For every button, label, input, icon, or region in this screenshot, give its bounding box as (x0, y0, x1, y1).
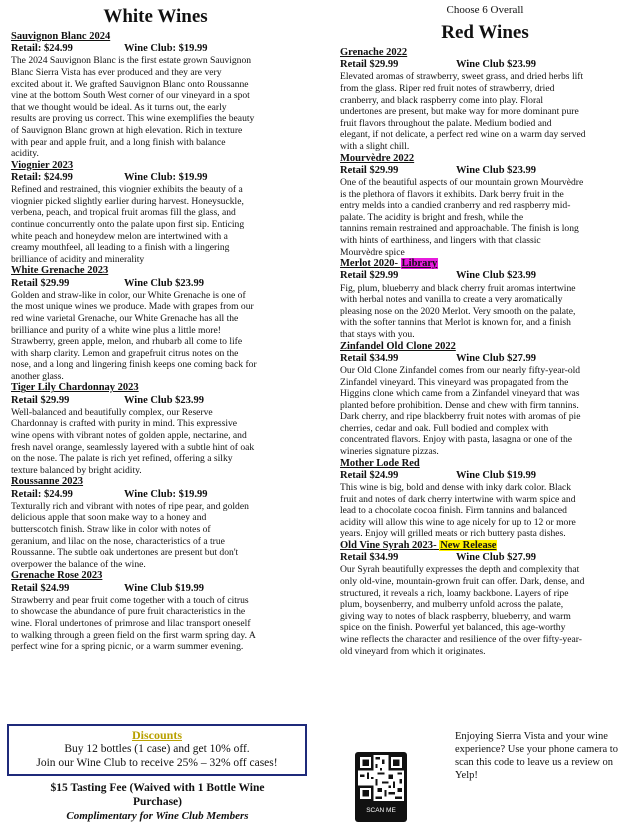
discounts-title: Discounts (131, 728, 182, 742)
retail-price: Retail: $24.99 (11, 43, 73, 55)
wine-prices (11, 583, 300, 595)
wine-entry (340, 258, 630, 340)
wine-club-price: Wine Club $19.99 (124, 582, 205, 594)
wine-club-price: Wine Club $23.99 (456, 270, 537, 282)
wine-prices (340, 353, 630, 365)
wine-entry (340, 153, 630, 259)
retail-price: Retail $29.99 (11, 277, 70, 289)
wine-name (11, 382, 300, 394)
wine-club-price: Wine Club $23.99 (124, 394, 205, 406)
wine-name-text: Tiger Lily Chardonnay 2023 (11, 382, 139, 394)
wine-name (340, 458, 630, 470)
white-wines-title: White Wines (103, 6, 208, 27)
description-line: wineries signature pizzas. (340, 446, 439, 458)
wine-club-price: Wine Club $23.99 (124, 277, 205, 289)
wine-prices (11, 172, 300, 184)
description-line: with a slight chill. (340, 140, 410, 152)
description-line: Fig, plum, blueberry and black cherry fruit aromas intertwine (340, 282, 576, 294)
wine-description (340, 283, 630, 341)
description-line: concentrated flavors. Enjoy with pasta, lasagna or one of the (340, 434, 573, 446)
description-line: that we thought would be ideal. As it turns out, the early (11, 101, 227, 113)
wine-name (340, 47, 630, 59)
choose-count-note: Choose 6 Overall (446, 4, 524, 16)
retail-price: Retail $29.99 (11, 394, 70, 406)
description-line: fruit and notes of dark cherry intertwine with warm spice and (340, 493, 576, 505)
wine-entry (11, 265, 300, 382)
wine-prices (340, 552, 630, 564)
description-line: This wine is big, bold and dense with inky dark color. Black (340, 482, 572, 494)
description-line: on the nose. The palate is rich yet refined, offering a silky (11, 453, 233, 465)
description-line: wine reflects the character and resilience of the over fifty-year- (340, 634, 582, 645)
wine-name-text: Old Vine Syrah 2023 (340, 540, 434, 552)
description-line: wine opens with vibrant notes of golden apple, nectarine, and (11, 430, 247, 442)
white-wine-list (11, 31, 300, 653)
wine-description (11, 184, 300, 265)
description-line: giving way to notes of black raspberry, blueberry, and warm (340, 610, 571, 622)
description-line: acidity. (11, 148, 39, 160)
description-line: One of the beautiful aspects of our mountain grown Mourvèdre (340, 176, 584, 188)
wine-prices (11, 43, 300, 55)
wine-prices (11, 489, 300, 501)
wine-name (11, 31, 300, 43)
description-line: Our Syrah beautifully expresses the depth and complexity that (340, 564, 580, 576)
description-line: Refined and restrained, this viognier exhibits the beauty of a (11, 184, 243, 196)
retail-price: Retail: $24.99 (11, 171, 73, 183)
retail-price: Retail: $24.99 (11, 488, 73, 500)
description-line: pleasing nose on the 2020 Merlot. Very smooth on the palate, (340, 305, 576, 317)
tasting-fee (11, 781, 304, 809)
description-line: planted before prohibition. Dense and chew with firm tannins. (340, 399, 579, 411)
retail-price: Retail $29.99 (340, 164, 399, 176)
description-line: Strawberry, green apple, melon, and rhubarb all come to life (11, 336, 243, 348)
description-line: the most unique wines we produce. Made with grapes from our (11, 301, 254, 313)
wine-name-text: Grenache 2022 (340, 47, 408, 58)
wine-description (11, 407, 300, 477)
wine-prices (11, 395, 300, 407)
description-line: with pear and apple fruit, and a long finish with balance (11, 136, 226, 148)
description-line: only old-vine, mountain-grown fruit can offer. Dark, dense, and (340, 576, 585, 588)
wine-entry (340, 458, 630, 540)
description-line: Well-balanced and beautifully complex, our Reserve (11, 406, 213, 418)
description-line: continue concurrently onto the palate upon first sip. Enticing (11, 218, 245, 230)
wine-name: Old Vine Syrah 2023- New Release (340, 540, 497, 552)
discounts-box (7, 724, 307, 776)
wine-name (11, 476, 300, 488)
wine-club-price: Wine Club: $19.99 (124, 171, 208, 183)
description-line: to walking through a green field on the first warm spring day. A (11, 629, 256, 641)
description-line: Chardonnay is crafted with purity in mind. This expressive (11, 418, 238, 430)
wine-description (340, 564, 630, 657)
wine-name-text: Sauvignon Blanc 2024 (11, 31, 111, 42)
description-line: Dark cherry, and ripe blackberry fruit notes with aromas of pie (340, 411, 581, 423)
description-line: cherries, cedar and oak. Full bodied and complex with (340, 422, 549, 434)
description-line: Mourvèdre spice (340, 246, 405, 258)
wine-description (11, 501, 300, 571)
retail-price: Retail $34.99 (340, 352, 399, 364)
description-line: to showcase the abundance of pure fruit characteristics in the (11, 606, 246, 618)
description-line: tannins remain restrained and approachable. The finish is long (340, 223, 579, 235)
retail-price: Retail $29.99 (340, 59, 399, 71)
description-line: perfect wine for a spring picnic, or a warm summer evening. (11, 641, 244, 653)
description-line: Texturally rich and vibrant with notes of ripe pear, and golden (11, 500, 249, 512)
wine-prices (11, 278, 300, 290)
wine-name-text: Mourvèdre 2022 (340, 152, 415, 164)
wine-name (340, 341, 630, 353)
description-line: elegant, if not delicate, a perfect red wine on a warm day served (340, 129, 586, 141)
description-line: geranium, and lilac on the nose, characteristics of a true (11, 535, 225, 547)
wine-description (340, 177, 630, 258)
wine-name (11, 570, 300, 582)
description-line: structured, it reveals a rich, loamy backbone. Layers of ripe (340, 587, 569, 599)
retail-price: Retail $34.99 (340, 552, 399, 564)
wine-prices (340, 270, 630, 282)
description-line: verbena, peach, and tropical fruit aromas fill the glass, and (11, 207, 236, 219)
description-line: vine at the bottom South West corner of our vineyard in a spot (11, 90, 250, 102)
wine-entry (11, 160, 300, 266)
wine-name-text: Zinfandel Old Clone 2022 (340, 340, 456, 352)
wine-name-text: Mother Lode Red (340, 457, 420, 469)
discount-club-line: Join our Wine Club to receive 25% – 32% off cases! (36, 757, 278, 769)
wine-prices (340, 165, 630, 177)
description-line: plum, boysenberry, and mulberry unfold across the palate, (340, 599, 564, 611)
tasting-fee-line2: Purchase) (133, 796, 182, 808)
description-line: spice on the finish. Powerful yet balanced, this age-worthy (340, 622, 566, 634)
red-wines-title: Red Wines (441, 22, 529, 43)
description-line: of Sauvignon Blanc grown at high elevation. Rich in texture (11, 124, 243, 136)
tasting-fee-line1: $15 Tasting Fee (Waived with 1 Bottle Wine (50, 782, 265, 794)
wine-description (340, 71, 630, 152)
wine-tag-badge: New Release (440, 540, 497, 552)
description-line: Golden and straw-like in color, our White Grenache is one of (11, 289, 246, 301)
description-line: nose, and a long and lingering finish keeps one coming back for (11, 359, 257, 371)
wine-description (11, 290, 300, 383)
wine-tag-badge: Library (401, 258, 438, 270)
wine-name: Merlot 2020- Library (340, 258, 438, 270)
description-line: that stays with you. (340, 328, 415, 340)
description-line: butterscotch finish. Straw like in color with notes of (11, 524, 211, 536)
description-line: Our Old Clone Zinfandel comes from our nearly fifty-year-old (340, 364, 581, 376)
wine-name-text: Viognier 2023 (11, 159, 74, 171)
description-line: excited about it. We grafted Sauvignon Blanc onto Roussanne (11, 78, 249, 90)
description-line: with herbal notes and vanilla to create a very aromatically (340, 294, 563, 306)
wine-entry (340, 341, 630, 458)
description-line: brilliance and purity of a white wine plus a little more! (11, 324, 221, 336)
description-line: with the softer tannins that Merlot is known for, and a finish (340, 317, 571, 329)
wine-club-price: Wine Club $27.99 (456, 352, 537, 364)
description-line: from the glass. Riper red fruit notes of strawberry, dried (340, 83, 555, 94)
wine-club-price: Wine Club $27.99 (456, 552, 537, 564)
wine-name (11, 265, 300, 277)
description-line: delicious apple that soon make way to a honey and (11, 512, 207, 524)
description-line: The 2024 Sauvignon Blanc is the first estate grown Sauvignon (11, 55, 252, 67)
wine-name (11, 160, 300, 172)
description-line: old vineyard from which it originates. (340, 645, 486, 657)
wine-entry (11, 31, 300, 160)
description-line: creamy mouthfeel, all leading to a finish with a lingering (11, 242, 230, 254)
description-line: Roussanne. The subtle oak undertones are present but don't (11, 547, 239, 559)
wine-name-text: Merlot 2020 (340, 258, 395, 270)
wine-club-price: Wine Club $23.99 (456, 59, 537, 71)
wine-name-text: Roussanne 2023 (11, 476, 84, 488)
wine-prices (340, 470, 630, 482)
description-line: Blanc Sierra Vista has ever produced and they are very (11, 67, 222, 78)
red-wines-column (340, 0, 630, 657)
wine-description (340, 365, 630, 458)
wine-prices (340, 59, 630, 71)
description-line: fruit flavors throughout the palate. Medium bodied and (340, 117, 552, 129)
wine-entry (11, 476, 300, 570)
description-line: palate. The acidity is bright and fresh, while the (340, 211, 524, 223)
description-line: is the plethora of flavors it exhibits. Dark berry fruit in the (340, 188, 564, 200)
wine-club-complimentary-note: Complimentary for Wine Club Members (66, 810, 249, 822)
description-line: lead to a chocolate cocoa finish. Firm tannins and balanced (340, 505, 567, 517)
description-line: Zinfandel vineyard. This vineyard was propagated from the (340, 376, 569, 388)
description-line: another glass. (11, 370, 64, 382)
yelp-review-prompt: Enjoying Sierra Vista and your wine experience? Use your phone camera to scan this code to leave us a review on Yelp! (455, 731, 618, 781)
description-line: white peach and honeydew melon are intertwined with a (11, 230, 228, 242)
description-line: fresh navel orange, seamlessly layered with a subtle hint of oak (11, 441, 255, 453)
description-line: viognier picked slightly earlier during harvest. Honeysuckle, (11, 195, 244, 207)
wine-entry (11, 382, 300, 476)
yelp-qr-code[interactable] (355, 752, 407, 822)
description-line: Strawberry and pear fruit come together with a touch of citrus (11, 594, 249, 606)
discount-case-line: Buy 12 bottles (1 case) and get 10% off. (64, 743, 250, 755)
white-wines-column (11, 0, 300, 653)
wine-description (11, 55, 300, 159)
wine-club-price: Wine Club: $19.99 (124, 488, 208, 500)
description-line: overpower the balance of the wine. (11, 558, 146, 570)
description-line: Elevated aromas of strawberry, sweet grass, and dried herbs lift (340, 71, 584, 83)
red-wine-list (340, 47, 630, 657)
description-line: with hints of earthiness, and lingers with that classic (340, 234, 541, 246)
wine-club-price: Wine Club $19.99 (456, 469, 537, 481)
wine-name-text: White Grenache 2023 (11, 265, 109, 277)
wine-name-text: Grenache Rose 2023 (11, 570, 103, 582)
wine-club-price: Wine Club $23.99 (456, 164, 537, 176)
description-line: cranberry, and black raspberry come into play. Floral (340, 94, 544, 106)
description-line: brilliance of acidity and minerality (11, 253, 145, 265)
description-line: texture balanced by bright acidity. (11, 464, 142, 476)
wine-entry (11, 570, 300, 652)
wine-description (11, 595, 300, 653)
qr-code-icon (358, 755, 404, 801)
scan-me-label: SCAN ME (366, 807, 396, 814)
wine-club-price: Wine Club: $19.99 (124, 43, 208, 55)
description-line: acidity will allow this wine to age nicely for up to 12 or more (340, 516, 576, 528)
wine-entry (340, 540, 630, 657)
retail-price: Retail $24.99 (11, 582, 70, 594)
description-line: results are proving us correct. This wine exemplifies the beauty (11, 113, 255, 125)
description-line: wine. Floral undertones of primrose and lilac transport oneself (11, 618, 251, 629)
description-line: undertones are present, but make way for more dominant pure (340, 106, 579, 118)
retail-price: Retail $24.99 (340, 469, 399, 481)
wine-name (340, 153, 630, 165)
retail-price: Retail $29.99 (340, 270, 399, 282)
description-line: red wine varietal Grenache, our White Grenache has all the (11, 312, 239, 324)
wine-description (340, 482, 630, 540)
description-line: with sharp clarity. Lemon and grapefruit citrus notes on the (11, 347, 239, 359)
description-line: years. Enjoy will grilled meats or rich buttery pasta dishes. (340, 528, 566, 540)
description-line: entry melds into a candied cranberry and red raspberry mid- (340, 200, 571, 212)
wine-entry (340, 47, 630, 153)
description-line: Higgins clone which came from a Zinfandel vineyard that was (340, 388, 580, 400)
